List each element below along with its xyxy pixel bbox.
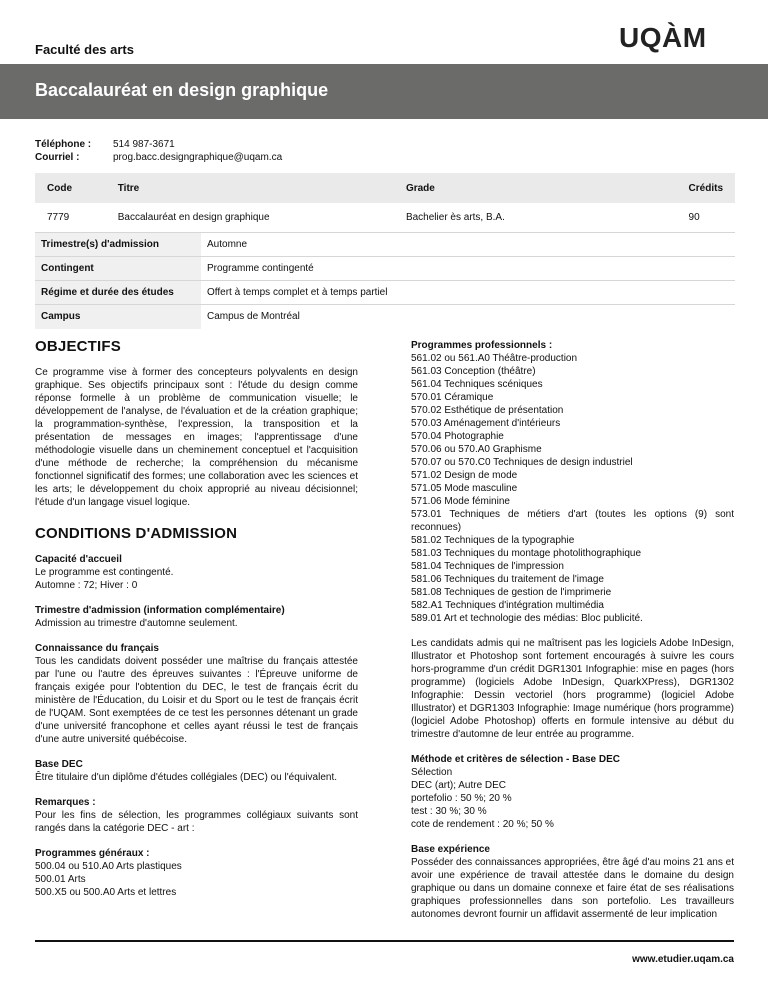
list-item: cote de rendement : 20 %; 50 % <box>411 819 554 830</box>
list-item: 561.02 ou 561.A0 Théâtre-production <box>411 353 578 364</box>
adobe-text: Les candidats admis qui ne maîtrisent pas les logiciels Adobe InDesign, Illustrator et Photoshop sont fortement encouragés à suivre les cours hors-programme d'un crédit DGR1301 Infographie: mise en pages (hors programme) (logiciels Adobe InDesign, QuarkXPress), DGR1302 Infographie: Dessin vectoriel (hors programme) (logiciel Adobe Illustrator) et DGR1303 Infographie: Image numérique (hors programme) (logiciel Adobe Photoshop) offerts en formule intensive au début du trimestre d'automne de leur entrée au programme. <box>411 638 734 740</box>
info-value: Campus de Montréal <box>201 305 735 329</box>
list-item: 570.06 ou 570.A0 Graphisme <box>411 444 542 455</box>
list-item: 581.04 Techniques de l'impression <box>411 561 564 572</box>
list-item: 571.05 Mode masculine <box>411 483 518 494</box>
contact-info <box>35 138 282 164</box>
list-item: 561.03 Conception (théâtre) <box>411 366 536 377</box>
list-item: 573.01 Techniques de métiers d'art (toutes les options (9) sont reconnues) <box>411 509 734 533</box>
trimestre-text: Admission au trimestre d'automne seulement. <box>35 618 238 629</box>
list-item: 561.04 Techniques scéniques <box>411 379 543 390</box>
capacite-line-2: Automne : 72; Hiver : 0 <box>35 580 138 591</box>
basedec-text: Être titulaire d'un diplôme d'études collégiales (DEC) ou l'équivalent. <box>35 772 338 783</box>
list-item: Sélection <box>411 767 453 778</box>
phone-value: 514 987-3671 <box>113 139 175 150</box>
footer-url[interactable]: www.etudier.uqam.ca <box>632 954 734 965</box>
list-item: 570.03 Aménagement d'intérieurs <box>411 418 561 429</box>
info-row-contingent <box>35 257 735 281</box>
program-table <box>35 173 735 234</box>
header-code: Code <box>35 173 106 203</box>
list-item: 570.02 Esthétique de présentation <box>411 405 564 416</box>
list-item: 570.04 Photographie <box>411 431 504 442</box>
list-item: 581.06 Techniques du traitement de l'image <box>411 574 604 585</box>
list-item: 500.X5 ou 500.A0 Arts et lettres <box>35 887 177 898</box>
info-label: Contingent <box>35 257 201 281</box>
trimestre-title: Trimestre d'admission (information complémentaire) <box>35 605 285 616</box>
footer-divider <box>35 940 734 942</box>
conditions-heading: CONDITIONS D'ADMISSION <box>35 525 238 542</box>
info-row-regime <box>35 281 735 305</box>
list-item: 500.04 ou 510.A0 Arts plastiques <box>35 861 182 872</box>
left-column <box>35 340 358 899</box>
methode-title: Méthode et critères de sélection - Base DEC <box>411 754 620 765</box>
info-table <box>35 232 735 329</box>
header-titre: Titre <box>106 173 394 203</box>
header-credits: Crédits <box>677 173 735 203</box>
remarques-text: Pour les fins de sélection, les programmes collégiaux suivants sont rangés dans la catégorie DEC - art : <box>35 810 358 834</box>
top-bar <box>0 0 768 64</box>
cell-code: 7779 <box>35 203 106 233</box>
experience-text: Posséder des connaissances appropriées, être âgé d'au moins 21 ans et avoir une expérience de travail attestée dans le domaine du design graphique ou dans un domaine connexe et faire état de ses réalisations graphiques professionnelles dans son portefolio. Les travailleurs autonomes devront fournir un affidavit assermenté de leur implication <box>411 857 734 920</box>
list-item: 571.06 Mode féminine <box>411 496 510 507</box>
objectifs-text: Ce programme vise à former des concepteurs polyvalents en design graphique. Ses objectifs principaux sont : l'étude du design comme réponse formelle à un problème de communication visuelle; le développement de l'analyse, de l'évaluation et de la création graphique; la programmation-synthèse, l'expression, la transposition et la présentation de messages en images; l'apprentissage d'une méthodologie visuelle dans un cheminement conceptuel et l'acquisition d'une méthode de recherche; la compréhension du mécanisme fonctionnel significatif des formes; une collaboration avec les sciences et les arts; le développement du choix approprié au niveau décisionnel; l'étude d'un langage visuel logique. <box>35 367 358 508</box>
francais-title: Connaissance du français <box>35 643 159 654</box>
list-item: 581.08 Techniques de gestion de l'imprimerie <box>411 587 612 598</box>
list-item: 582.A1 Techniques d'intégration multimédia <box>411 600 604 611</box>
pro-title: Programmes professionnels : <box>411 340 553 351</box>
capacite-title: Capacité d'accueil <box>35 554 122 565</box>
info-value: Automne <box>201 233 735 257</box>
program-table-header <box>35 173 735 203</box>
list-item: test : 30 %; 30 % <box>411 806 487 817</box>
email-value[interactable]: prog.bacc.designgraphique@uqam.ca <box>113 152 283 163</box>
list-item: 570.01 Céramique <box>411 392 494 403</box>
info-value: Offert à temps complet et à temps partiel <box>201 281 735 305</box>
objectifs-heading: OBJECTIFS <box>35 338 121 355</box>
info-label: Trimestre(s) d'admission <box>35 233 201 257</box>
info-label: Régime et durée des études <box>35 281 201 305</box>
list-item: 571.02 Design de mode <box>411 470 518 481</box>
list-item: 589.01 Art et technologie des médias: Bloc publicité. <box>411 613 643 624</box>
page-title: Baccalauréat en design graphique <box>35 80 329 100</box>
list-item: portefolio : 50 %; 20 % <box>411 793 512 804</box>
list-item: 500.01 Arts <box>35 874 86 885</box>
info-label: Campus <box>35 305 201 329</box>
list-item: DEC (art); Autre DEC <box>411 780 507 791</box>
table-row <box>35 203 735 233</box>
basedec-title: Base DEC <box>35 759 83 770</box>
capacite-line-1: Le programme est contingenté. <box>35 567 174 578</box>
title-banner <box>0 64 768 119</box>
faculty-name: Faculté des arts <box>35 42 134 57</box>
cell-titre: Baccalauréat en design graphique <box>106 203 394 233</box>
info-value: Programme contingenté <box>201 257 735 281</box>
cell-credits: 90 <box>677 203 735 233</box>
cell-grade: Bachelier ès arts, B.A. <box>394 203 677 233</box>
list-item: 570.07 ou 570.C0 Techniques de design industriel <box>411 457 633 468</box>
header-grade: Grade <box>394 173 677 203</box>
francais-text: Tous les candidats doivent posséder une maîtrise du français attestée par l'une ou l'autre des épreuves suivantes : l'Épreuve uniforme de français exigée pour l'obtention du DEC, le test de français écrit du ministère de l'Éducation, du Loisir et du Sport ou le test de français écrit de l'UQAM. Sont exemptées de ce test les personnes détenant un grade d'une université francophone et celles ayant réussi le test de français d'une autre université québécoise. <box>35 656 358 745</box>
list-item: 581.02 Techniques de la typographie <box>411 535 575 546</box>
uqam-logo: UQÀM <box>619 22 707 53</box>
right-column <box>411 339 734 921</box>
experience-title: Base expérience <box>411 844 490 855</box>
generaux-title: Programmes généraux : <box>35 848 150 859</box>
info-row-trimestre <box>35 233 735 257</box>
email-label: Courriel : <box>35 152 80 163</box>
list-item: 581.03 Techniques du montage photolithographique <box>411 548 641 559</box>
remarques-title: Remarques : <box>35 797 96 808</box>
info-row-campus <box>35 305 735 329</box>
phone-label: Téléphone : <box>35 139 92 150</box>
